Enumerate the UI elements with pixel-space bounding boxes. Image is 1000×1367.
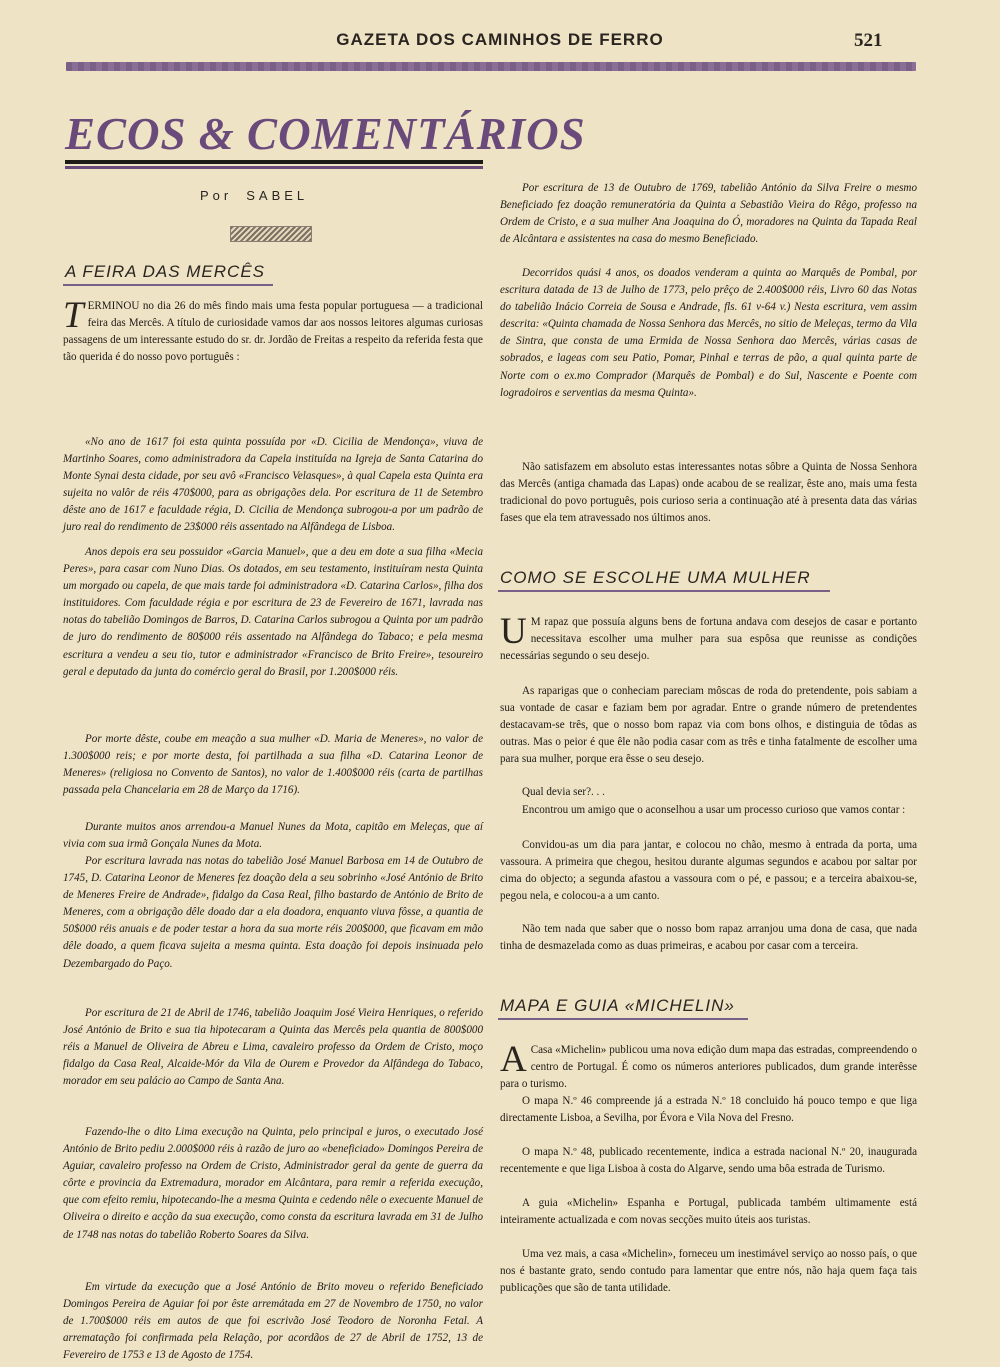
section-heading-mulher: COMO SE ESCOLHE UMA MULHER	[500, 568, 811, 587]
title-rule-accent	[65, 166, 483, 169]
feira-paragraph-6: Por escritura de 21 de Abril de 1746, tabelião Joaquim José Vieira Henriques, o referido José António de Brito e sua tia hipotecaram a Quinta das Mercês pela quantia de 800$000 réis a Manuel de Oliveira de Abreu e Lima, cavaleiro professo da Ordem de Cristo, moço fidalgo da Casa Real, Alcaide-Mór da Vila de Ourem e Provedor da Alfândega do Tabaco, morador em seu palácio ao Campo de Santa Ana.	[63, 1007, 483, 1088]
ornament-divider	[230, 226, 312, 242]
michelin-paragraph-1: A Casa «Michelin» publicou uma nova edição dum mapa das estradas, compreendendo o centro de Portugal. É como os números anteriores publicados, dum grande interêsse para o turismo.	[500, 1039, 917, 1091]
running-head: GAZETA DOS CAMINHOS DE FERRO	[336, 30, 664, 49]
section-rule-feira	[63, 284, 273, 286]
article-title: ECOS & COMENTÁRIOS	[65, 109, 586, 159]
byline-author: SABEL	[246, 188, 309, 203]
mulher-paragraph-5: Convidou-as um dia para jantar, e colocou no chão, mesmo à entrada da porta, uma vassoura. A primeira que chegou, hesitou durante algumas segundos e acabou por saltar por cima do objecto; a segunda afastou a vassoura com o pé, e passou; e a terceira abaixou-se, pegou nela, e colocou-a a um canto.	[500, 839, 917, 903]
michelin-paragraph-5: Uma vez mais, a casa «Michelin», forneceu um inestimável serviço ao nosso país, o que nos é bastante grato, sendo contudo para lamentar que entre nós, não haja quem faça tais publicações que são de tanta utilidade.	[500, 1248, 917, 1295]
mulher-paragraph-6: Não tem nada que saber que o nosso bom rapaz arranjou uma dona de casa, que nada tinha de desmazelada como as duas primeiras, e acabou por casar com a terceira.	[500, 923, 917, 953]
feira-paragraph-3: Por morte dêste, coube em meação a sua mulher «D. Maria de Meneres», no valor de 1.300$000 reis; e por morte desta, foi partilhada a sua filha «D. Catarina Leonor de Meneres» (religiosa no Convento de Santos), no valor de 1.400$000 réis (carta de partilhas passada pela Chancelaria em 28 de Março da 1716).	[63, 733, 483, 797]
header-rule	[66, 62, 916, 71]
feira-paragraph-7: Fazendo-lhe o dito Lima execução na Quinta, pelo principal e juros, o executado José António de Brito pediu 2.000$000 réis à razão de juro ao «beneficiado» Domingos Pereira de Aguiar, cavaleiro professo na Ordem de Cristo, Administrador geral da gente de guerra da côrte e provincia da Extremadura, morador em Alcântara, para remir a referida execução, que com efeito remiu, hipotecando-lhe a mesma Quinta e cedendo nêle o execuente Manuel de Oliveira o direito e acção da sua execução, como consta da escritura lavrada em 31 de Julho de 1748 nas notas do tabelião Roberto Soares da Silva.	[63, 1126, 483, 1241]
mulher-paragraph-3: Qual devia ser?. . .	[522, 786, 605, 798]
feira-intro: TERMINOU no dia 26 do mês findo mais uma festa popular portuguesa — a tradicional feira das Mercês. A título de curiosidade vamos dar aos nossos leitores algumas curiosas passagens de um interessante estudo do sr. dr. Jordão de Freitas a respeito da referida festa que tão querida é do nosso povo português :	[63, 295, 483, 364]
dropcap: A	[500, 1039, 527, 1080]
michelin-paragraph-3: O mapa N.º 48, publicado recentemente, indica a estrada nacional N.º 20, inaugurada recentemente e que liga Lisboa à costa do Algarve, sendo uma bôa estrada de Turismo.	[500, 1146, 917, 1176]
byline	[200, 188, 360, 203]
feira-paragraph-2: Anos depois era seu possuidor «Garcia Manuel», que a deu em dote a sua filha «Mecia Peres», para casar com Nuno Dias. Os dotados, em seu testamento, instituíram nesta Quinta um morgado ou capela, de que mais tarde foi administradora «D. Catarina Carlos», filha dos instituidores. Com faculdade régia e por escritura de 23 de Fevereiro de 1671, lavrada nas notas do tabelião Domingos de Barros, D. Catarina Carlos subrogou a Quinta por um padrão de juro do rendimento de 80$000 réis assentado na Alfândega do Tabaco; e pela mesma escritura a vendeu a seu tio, tutor e administrador «Francisco de Brito Freire», tesoureiro geral e deputado da junta do comércio geral do Brasil, por 1.200$000 réis.	[63, 546, 483, 678]
michelin-paragraph-4: A guia «Michelin» Espanha e Portugal, publicada também ultimamente está inteiramente actualizada e com novas secções muito úteis aos turistas.	[500, 1197, 917, 1227]
dropcap: T	[63, 295, 84, 336]
byline-prefix: Por	[200, 188, 233, 203]
dropcap: U	[500, 611, 527, 652]
feira-paragraph-10: Decorridos quási 4 anos, os doados venderam a quinta ao Marquês de Pombal, por escritura datada de 13 de Julho de 1773, pelo prêço de 2.400$000 réis, Livro 60 das Notas do tabelião Inácio Correia de Sousa e Andrade, fls. 61 v-64 v.) Nesta escritura, vem assim descrita: «Quinta chamada de Nossa Senhora das Mercês, no sitio de Meleças, termo da Vila de Sintra, que consta de uma Ermida de Nossa Senhora dao Mercês, várias casas de sobrados, e lageas com seu Patio, Pomar, Pinhal e terras de pão, a qual quinta parte de Norte com o ex.mo Comprador (Marquês de Pombal) e do Sul, Nascente e Poente com logradoiros e serventias da mesma Quinta».	[500, 267, 917, 399]
mulher-paragraph-2: As raparigas que o conheciam pareciam môscas de roda do pretendente, pois sabiam a sua vontade de casar e faziam bem por agradar. Entre o grande número de pretendentes destacavam-se três, que o nosso bom rapaz via com bons olhos, e distinguia de tôdas as outras. Mas o peior é que êle não podia casar com as três e tinha fatalmente de escolher uma para sua mulher, porque era êsse o seu desejo.	[500, 685, 917, 766]
section-rule-mulher	[498, 590, 830, 592]
mulher-paragraph-1: U M rapaz que possuía alguns bens de fortuna andava com desejos de casar e portanto necessitava escolher uma mulher para sua espôsa que reunisse as condições necessárias segundo o seu desejo.	[500, 611, 917, 663]
feira-closing: Não satisfazem em absoluto estas interessantes notas sôbre a Quinta de Nossa Senhora das Mercês (antiga chamada das Lapas) onde acabou de se realizar, êste ano, mais uma festa tradicional do povo português, pois curioso seria a continuação até à presenta data das várias fases que ela tem atravessado nos últimos anos.	[500, 461, 917, 525]
feira-paragraph-8: Em virtude da execução que a José António de Brito moveu o referido Beneficiado Domingos Pereira de Aguiar foi por êste arremátada em 27 de Novembro de 1750, no valor de 1.700$000 réis em autos de que foi escrivão José Teodoro de Noronha Fetal. A arrematação foi confirmada pela Relação, por acordãos de 27 de Abril de 1752, 13 de Fevereiro de 1753 e 13 de Agosto de 1754.	[63, 1281, 483, 1362]
section-rule-michelin	[498, 1018, 748, 1020]
feira-paragraph-9: Por escritura de 13 de Outubro de 1769, tabelião António da Silva Freire o mesmo Beneficiado fez doação remuneratória da Quinta a Sebastião Vieira do Rêgo, professo na Ordem de Cristo, e a sua mulher Ana Joaquina do Ó, moradores na Quinta da Tapada Real de Alcântara e assistentes na casa do mesmo Beneficiado.	[500, 182, 917, 246]
section-heading-feira: A FEIRA DAS MERCÊS	[65, 262, 265, 281]
feira-paragraph-1: «No ano de 1617 foi esta quinta possuída por «D. Cicilia de Mendonça», viuva de Martinho Soares, como administradora da Capela instituída na Igreja de Santa Catarina do Monte Synai desta cidade, por seu avô «Francisco Velasques», à qual Capela esta Quinta era sujeita no valôr de réis 470$000, para as obrigações dela. Por escritura de 11 de Setembro dêste ano de 1617 e faculdade régia, D. Cicilia de Mendonça subrogou-a por um padrão de juro real do rendimento de 23$000 réis assentado na Alfândega de Lisboa.	[63, 436, 483, 534]
feira-paragraph-4: Durante muitos anos arrendou-a Manuel Nunes da Mota, capitão em Meleças, que aí vivia com sua irmã Gonçala Nunes da Mota.	[63, 821, 483, 851]
michelin-paragraph-2: O mapa N.º 46 compreende já a estrada N.º 18 concluido há pouco tempo e que liga directamente Lisboa, a Sevilha, por Évora e Vila Nova del Fresno.	[500, 1095, 917, 1125]
page-number: 521	[854, 30, 883, 51]
feira-paragraph-5: Por escritura lavrada nas notas do tabelião José Manuel Barbosa em 14 de Outubro de 1745, D. Catarina Leonor de Meneres fez doação dela a seu sobrinho «José António de Brito de Meneres Freire de Andrade», fidalgo da Casa Real, filho bastardo de António de Brito de Meneres, com a obrigação dêle doado dar a ela doadora, enquanto viuva fôsse, a quantia de 50$000 réis anuais e de poder testar a hora da sua morte réis 200$000, que ficavam em mão dêle doado, a quem ficava sujeita a mesma quinta. Esta doação foi depois insinuada pelo Dezembargado do Paço.	[63, 855, 483, 970]
section-heading-michelin: MAPA E GUIA «MICHELIN»	[500, 996, 735, 1015]
mulher-paragraph-4: Encontrou um amigo que o aconselhou a usar um processo curioso que vamos contar :	[522, 804, 906, 816]
title-rule	[65, 160, 483, 164]
